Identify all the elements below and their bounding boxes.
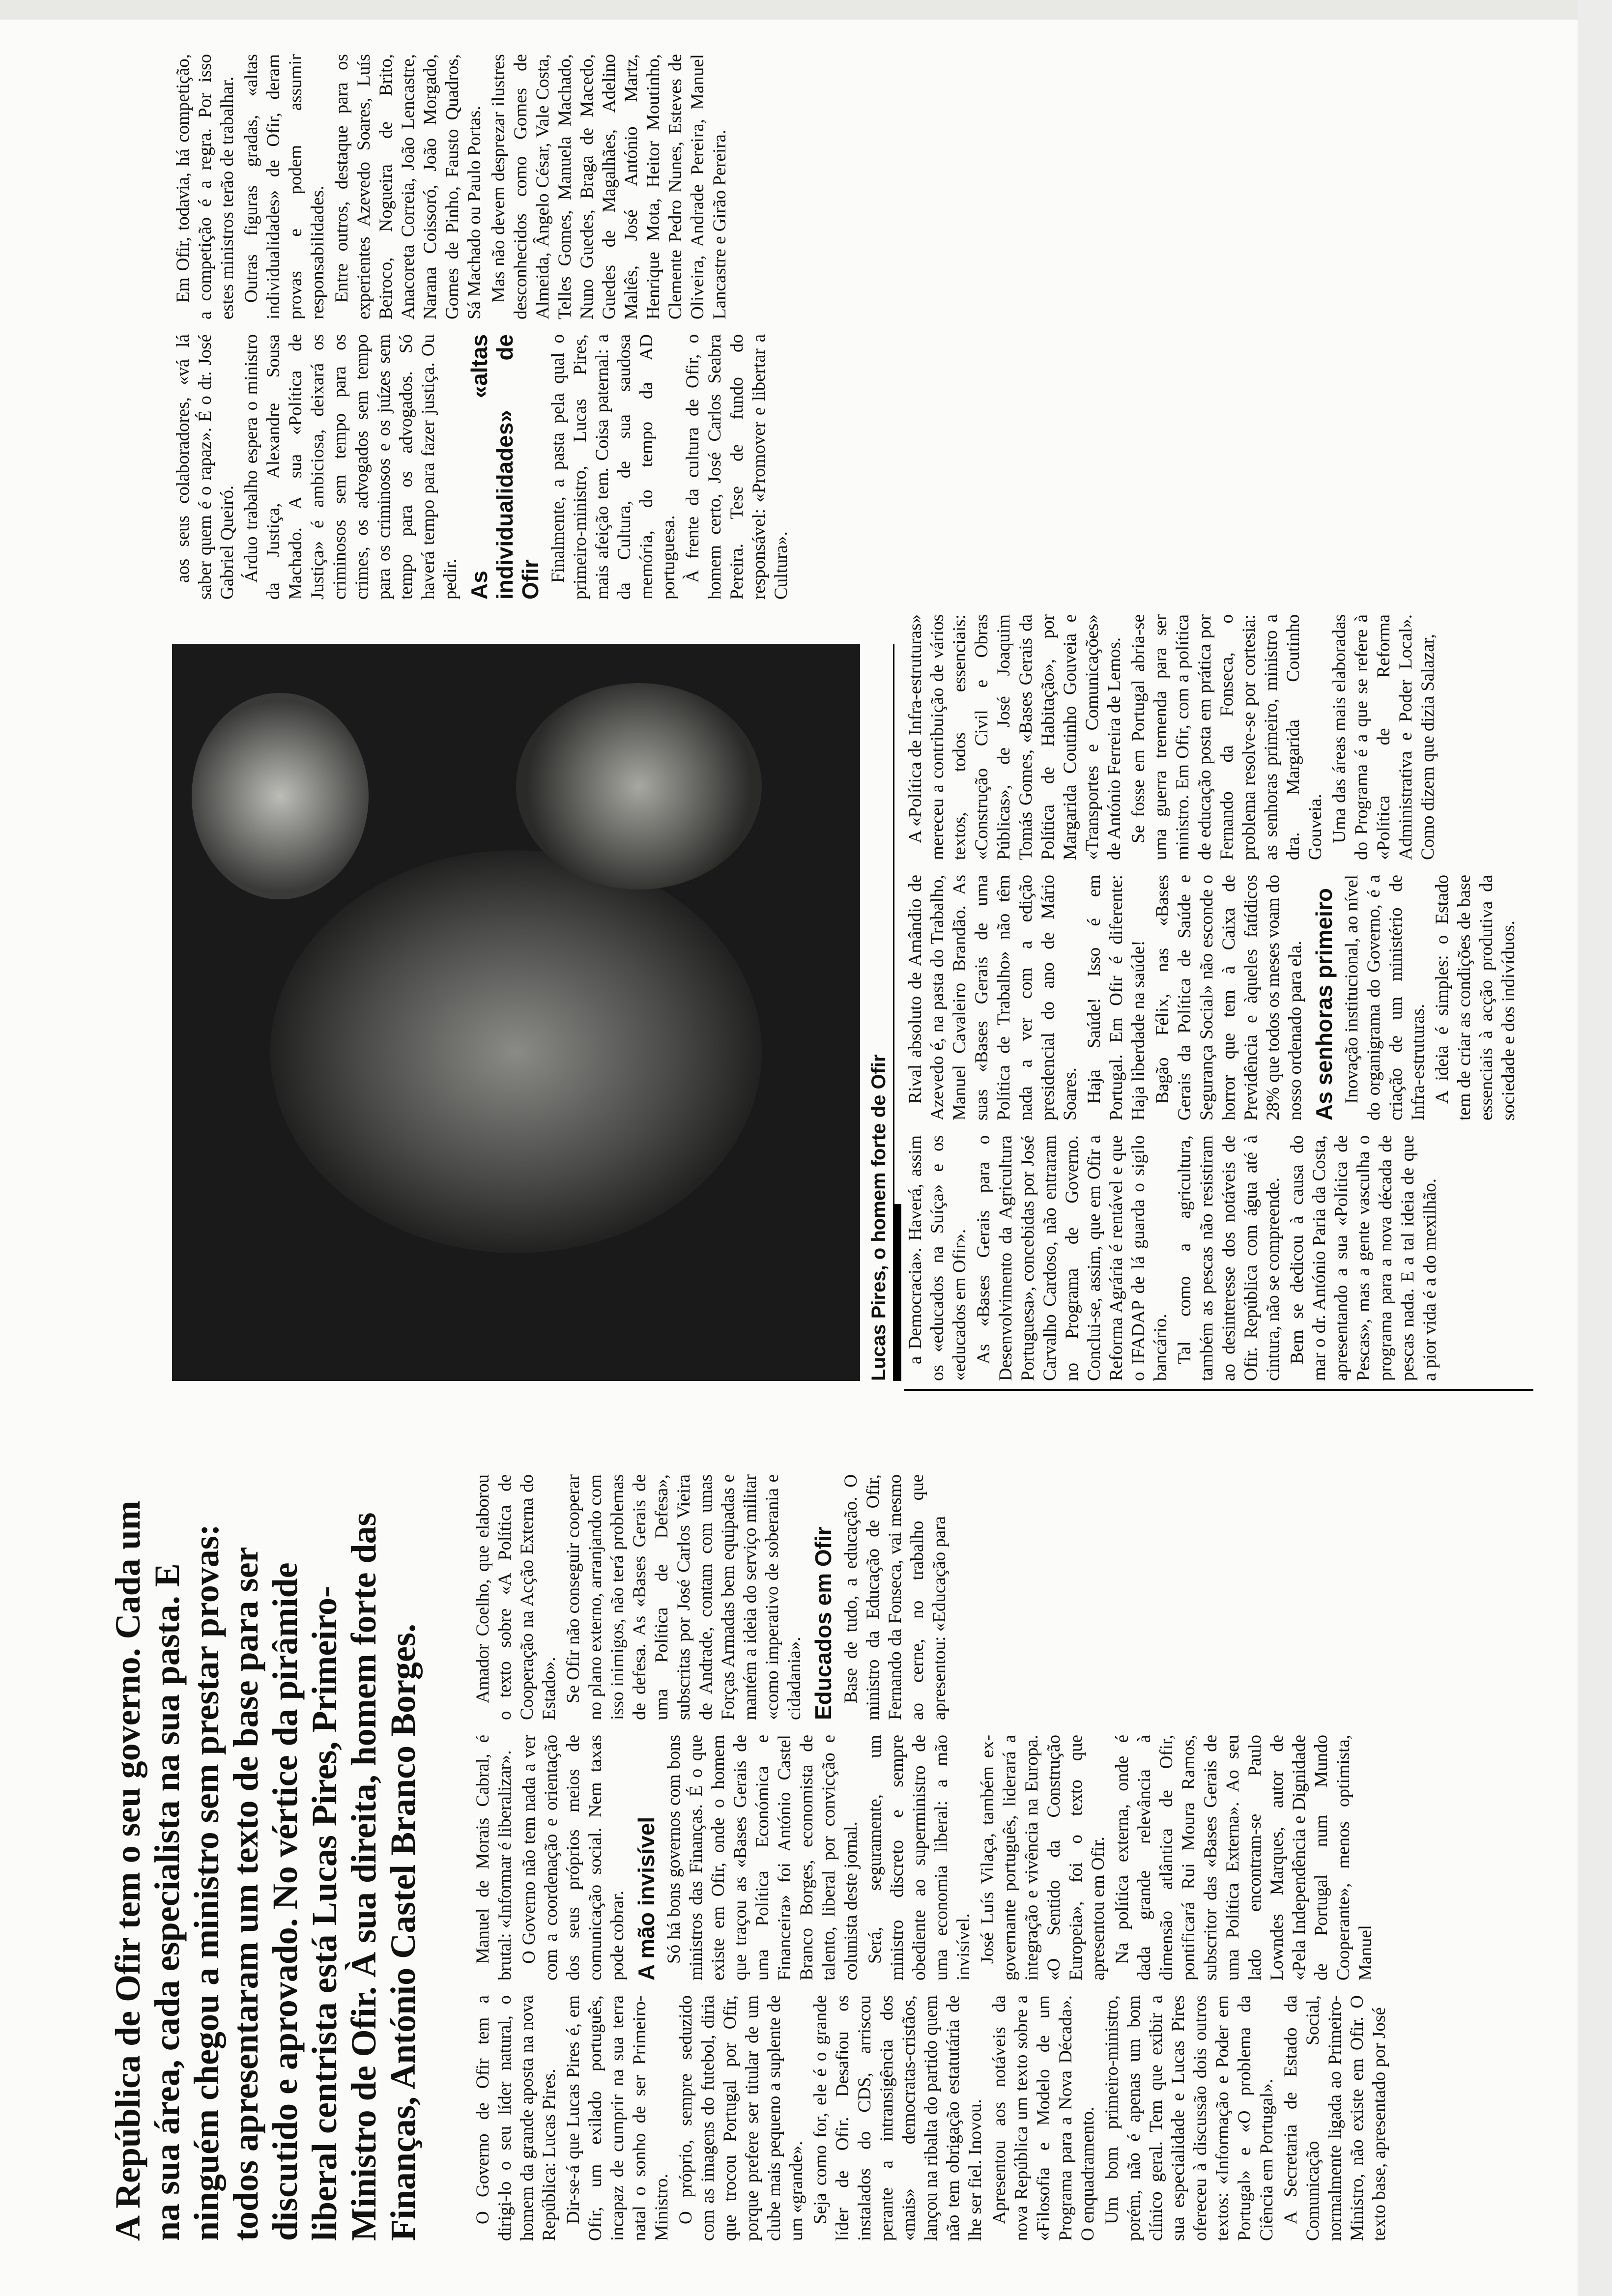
paragraph: A Secretaria de Estado da Comunicação Social, normalmente ligada ao Primeiro-Ministro, não existe em Ofir. O texto base, apresentado por José: [1281, 1995, 1389, 2241]
section-heading-educados: Educados em Ofir: [810, 1526, 836, 1720]
article-column-8: [172, 54, 733, 319]
paragraph: Se fosse em Portugal abria-se uma guerra tremenda para ser ministro. Em Ofir, com a política de educação posta em prática por Fernando da Fonseca, o problema resolve-se por cortesia: as senhoras primeiro, ministro a dra. Margarida Coutinho Gouveia.: [1128, 614, 1325, 860]
section-heading-mao-invisivel: A mão invisível: [633, 1816, 659, 1980]
portrait-photo: [172, 644, 860, 1381]
paragraph: Será, seguramente, um ministro discreto e sempre obediente ao superministro de uma economia liberal: a mão invisível.: [865, 1735, 974, 1980]
paragraph: Inovação institucional, ao nível do organigrama do Governo, é a criação de um ministério de Infra-estruturas.: [1342, 875, 1428, 1120]
paragraph: Tal como a agricultura, também as pescas não resistiram ao desinteresse dos notáveis de Ofir. República com água até à cintura, não se compreende.: [1175, 1135, 1283, 1381]
article-column-4: [904, 1135, 1443, 1381]
section-heading-senhoras: As senhoras primeiro: [1311, 888, 1337, 1120]
paragraph: À frente da cultura de Ofir, o homem certo, José Carlos Seabra Pereira. Tese de fundo do responsável: «Promover e libertar a Cultura».: [683, 334, 791, 600]
article-column-1: [472, 1995, 1392, 2241]
paragraph: Outras figuras gradas, «altas individualidades» de Ofir, deram provas e podem assumir responsabilidades.: [241, 54, 328, 319]
column-rule: [904, 1389, 1533, 1391]
section-heading-altas-individualidades: As «altas individualidades» de Ofir: [466, 334, 543, 600]
newspaper-page: [98, 44, 1553, 2256]
paragraph: A «Política de Infra-estruturas» mereceu a contribuição de vários textos, todos essenciais: «Construção Civil e Obras Públicas», de José Joaquim Tomás Gomes, «Bases Gerais da Política de Habitação», por Margarida Coutinho Gouveia e «Transportes e Comunicações» de António Ferreira de Lemos.: [905, 614, 1124, 860]
scan-right-edge: [1578, 0, 1612, 2296]
photo-caption: Lucas Pires, o homem forte de Ofir: [865, 644, 894, 1381]
paragraph: Amador Coelho, que elaborou o texto sobre «A Política de Cooperação na Acção Externa do Estado».: [473, 1474, 559, 1720]
article-column-2: [472, 1735, 1379, 1980]
article-column-6: [904, 614, 1441, 860]
paragraph: O Governo não tem nada a ver com a coordenação e orientação dos seus próprios meios de comunicação social. Nem taxas pode cobrar.: [519, 1735, 628, 1980]
paragraph: Bem se dedicou à causa do mar o dr. António Paria da Costa, apresentando a sua «Política de Pescas», mas a gente vasculha o programa para a nova década de pescas nada. E a tal ideia de que a pior vida é a do mexilhão.: [1287, 1135, 1440, 1381]
scan-top-edge: [0, 0, 1612, 20]
paragraph: a Democracia». Haverá, assim os «educados na Suíça» e os «educados em Ofir».: [905, 1135, 970, 1381]
paragraph: Seja como for, ele é o grande líder de Ofir. Desafiou os instalados do CDS, arriscou perante a intransigência dos «mais» democratas-cristãos, lançou na ribalta do partido quem não tem obrigação estatutária de lhe ser fiel. Inovou.: [810, 1995, 985, 2241]
article-column-7: [172, 334, 794, 600]
paragraph: Dir-se-á que Lucas Pires é, em Ofir, um exilado português, incapaz de cumprir na sua terra natal o sonho de ser Primeiro-Ministro.: [563, 1995, 672, 2241]
paragraph: Manuel de Morais Cabral, é brutal: «Informar é liberalizar».: [473, 1735, 515, 1980]
paragraph: Entre outros, destaque para os experientes Azevedo Soares, Luís Beiroco, Nogueira de Brito, Anacoreta Correia, João Lencastre, Narana Coissoró, João Morgado, Gomes de Pinho, Fausto Quadros, Sá Machado ou Paulo Portas.: [332, 54, 485, 319]
paragraph: José Luís Vilaça, também ex-governante português, liderará a integração e vivência na Europa. «O Sentido da Construção Europeia», foi o texto que apresentou em Ofir.: [978, 1735, 1108, 1980]
paragraph: O Governo de Ofir tem a dirigi-lo o seu líder natural, o homem da grande aposta na nova República: Lucas Pires.: [473, 1995, 559, 2241]
paragraph: Base de tudo, a educação. O ministro da Educação de Ofir, Fernando da Fonseca, vai mesmo ao cerne, no trabalho que apresentou: «Educação para: [841, 1474, 950, 1720]
paragraph: Árduo trabalho espera o ministro da Justiça, Alexandre Sousa Machado. A sua «Política de Justiça» é ambiciosa, deixará os criminosos sem tempo para os crimes, os advogados sem tempo para os criminosos e os juízes sem tempo para os advogados. Só haverá tempo para fazer justiça. Ou pedir.: [241, 334, 461, 600]
paragraph: Um bom primeiro-ministro, porém, não é apenas um bom clínico geral. Tem que exibir a sua especialidade e Lucas Pires ofereceu à discussão dois outros textos: «Informação e Poder em Portugal» e «O problema da Ciência em Portugal».: [1102, 1995, 1277, 2241]
paragraph: Uma das áreas mais elaboradas do Programa é a que se refere à «Política de Reforma Administrativa e Poder Local». Como dizem que dizia Salazar,: [1329, 614, 1438, 860]
paragraph: Haja Saúde! Isso é em Portugal. Em Ofir é diferente: Haja liberdade na saúde!: [1084, 875, 1149, 1120]
paragraph: Na política externa, onde é dada grande relevância à dimensão atlântica de Ofir, pontificará Rui Moura Ramos, subscritor das «Bases Gerais de uma Política Externa». Ao seu lado encontram-se Paulo Lowndes Marques, autor de «Pela Independência e Dignidade de Portugal num Mundo Cooperante», menos optimista, Manuel: [1112, 1735, 1376, 1980]
paragraph: Rival absoluto de Amândio de Azevedo é, na pasta do Trabalho, Manuel Cavaleiro Brandão. As suas «Bases Gerais de uma Política de Trabalho» não têm nada a ver com a edição presidencial do ano de Mário Soares.: [905, 875, 1080, 1120]
paragraph: aos seus colaboradores, «vá lá saber quem é o rapaz». É o dr. José Gabriel Queiró.: [173, 334, 237, 600]
paragraph: Apresentou aos notáveis da nova República um texto sobre a «Filosofia e Modelo de um Programa para a Nova Década». O enquadramento.: [989, 1995, 1098, 2241]
paragraph: Se Ofir não conseguir cooperar no plano externo, arranjando com isso inimigos, não terá problemas de defesa. As «Bases Gerais de uma Política de Defesa», subscritas por José Carlos Vieira de Andrade, contam com umas Forças Armadas bem equipadas e mantém a ideia do serviço militar «como imperativo de soberania e cidadania».: [563, 1474, 805, 1720]
paragraph: Bagão Félix, nas «Bases Gerais da Política de Saúde e Segurança Social» não esconde o horror que tem à Caixa de Previdência e àqueles fatídicos 28% que todos os meses voam do nosso ordenado para ela.: [1152, 875, 1305, 1120]
paragraph: O próprio, sempre seduzido com as imagens do futebol, diria que trocou Portugal por Ofir, porque prefere ser titular de um clube mais pequeno a suplente de um «grande».: [676, 1995, 806, 2241]
article-column-5: [904, 875, 1522, 1120]
black-bar: [894, 1204, 901, 1381]
paragraph: Só há bons governos com bons ministros das Finanças. É o que existe em Ofir, onde o homem que traçou as «Bases Gerais de uma Política Económica e Financeira» foi António Castel Branco Borges, economista de talento, liberal por convicção e colunista deste jornal.: [664, 1735, 861, 1980]
paragraph: Em Ofir, todavia, há competição, a competição é a regra. Por isso estes ministros terão de trabalhar.: [173, 54, 237, 319]
paragraph: A ideia é simples: o Estado tem de criar as condições de base essenciais à acção produtiva da sociedade e dos indivíduos.: [1432, 875, 1519, 1120]
paragraph: Mas não devem desprezar ilustres desconhecidos como Gomes de Almeida, Ângelo César, Vale Costa, Telles Gomes, Manuela Machado, Nuno Guedes, Braga de Macedo, Guedes de Magalhães, Adelino Maltês, José António Martz, Henrique Mota, Heitor Moutinho, Clemente Pedro Nunes, Esteves de Oliveira, Andrade Pereira, Manuel Lancastre e Girão Pereira.: [489, 54, 730, 319]
paragraph: As «Bases Gerais para o Desenvolvimento da Agricultura Portuguesa», concebidas por José Carvalho Cardoso, não entraram no Programa de Governo. Conclui-se, assim, que em Ofir a Reforma Agrária é rentável e que o IFADAP de lá guarda o sigilo bancário.: [974, 1135, 1171, 1381]
article-column-3: [472, 1474, 952, 1720]
paragraph: Finalmente, a pasta pela qual o primeiro-ministro, Lucas Pires, mais afeição tem. Coisa paternal: a da Cultura, de sua saudosa memória, do tempo da AD portuguesa.: [548, 334, 679, 600]
headline: A República de Ofir tem o seu governo. Cada um na sua área, cada especialista na sua pasta. E ninguém chegou a ministro sem prestar provas: todos apresentaram um texto de base para ser discutido e aprovado. No vértice da pirâmide liberal centrista está Lucas Pires, Primeiro-Ministro de Ofir. À sua direita, homem forte das Finanças, António Castel Branco Borges.: [108, 1500, 423, 2241]
